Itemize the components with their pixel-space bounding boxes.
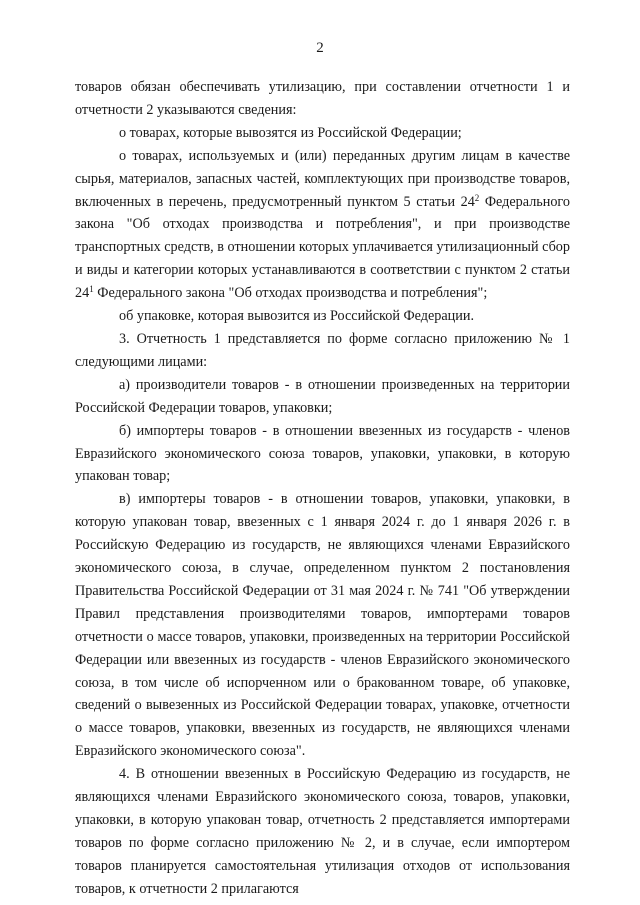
paragraph-goods-used-part-3: Федерального закона "Об отходах производства и потребления";	[93, 285, 488, 302]
paragraph-intro: товаров обязан обеспечивать утилизацию, при составлении отчетности 1 и отчетности 2 указываются сведения:	[75, 79, 570, 118]
superscript-2: 2	[474, 192, 480, 203]
paragraph-goods-used-part-2: Федерального закона "Об отходах производства и потребления", и при производстве транспортных средств, в отношении которых уплачивается утилизационный сбор и виды и категории которых устанавливаются в соответствии с пунктом 2 статьи 24	[75, 193, 570, 302]
paragraph-3b: б) импортеры товаров - в отношении ввезенных из государств - членов Евразийского экономического союза товаров, упаковки, упаковки, в которую упакован товар;	[75, 422, 570, 485]
paragraph-exported-goods: о товарах, которые вывозятся из Российской Федерации;	[119, 124, 462, 141]
paragraph-section-3: 3. Отчетность 1 представляется по форме согласно приложению № 1 следующими лицами:	[75, 330, 570, 370]
document-body	[75, 76, 570, 901]
paragraph-section-4: 4. В отношении ввезенных в Российскую Федерацию из государств, не являющихся членами Евразийского экономического союза, товаров, упаковки, упаковки, в которую упакован товар, отчетность 2 представляется импортерами товаров по форме согласно приложению № 2, и в случае, если импортером товаров планируется самостоятельная утилизация отходов от использования товаров, к отчетности 2 прилагаются	[75, 766, 570, 897]
paragraph-3v: в) импортеры товаров - в отношении товаров, упаковки, упаковки, в которую упакован товар, ввезенных с 1 января 2024 г. до 1 января 2026 г. в Российскую Федерацию из государств, не являющихся членами Евразийского экономического союза, в случае, определенном пунктом 2 постановления Правительства Российской Федерации от 31 мая 2024 г. № 741 "Об утверждении Правил представления производителями товаров, импортерами товаров отчетности о массе товаров, упаковки, произведенных на территории Российской Федерации или ввезенных из государств - членов Евразийского экономического союза, в том числе об испорченном или о бракованном товаре, об упаковке, сведений о вывезенных из Российской Федерации товарах, упаковке, отчетности о массе товаров, упаковки, ввезенных из государств, не являющихся членами Евразийского экономического союза".	[75, 491, 570, 760]
paragraph-goods-used	[75, 145, 570, 305]
paragraph-3a: а) производители товаров - в отношении произведенных на территории Российской Федерации товаров, упаковки;	[75, 376, 570, 416]
paragraph-packaging-exported: об упаковке, которая вывозится из Российской Федерации.	[119, 308, 475, 325]
page-number: 2	[316, 40, 324, 56]
paragraph-goods-used-part-1: о товарах, используемых и (или) переданных другим лицам в качестве сырья, материалов, запасных частей, комплектующих при производстве товаров, включенных в перечень, предусмотренный пунктом 5 статьи 24	[75, 147, 570, 210]
superscript-1: 1	[89, 284, 94, 295]
